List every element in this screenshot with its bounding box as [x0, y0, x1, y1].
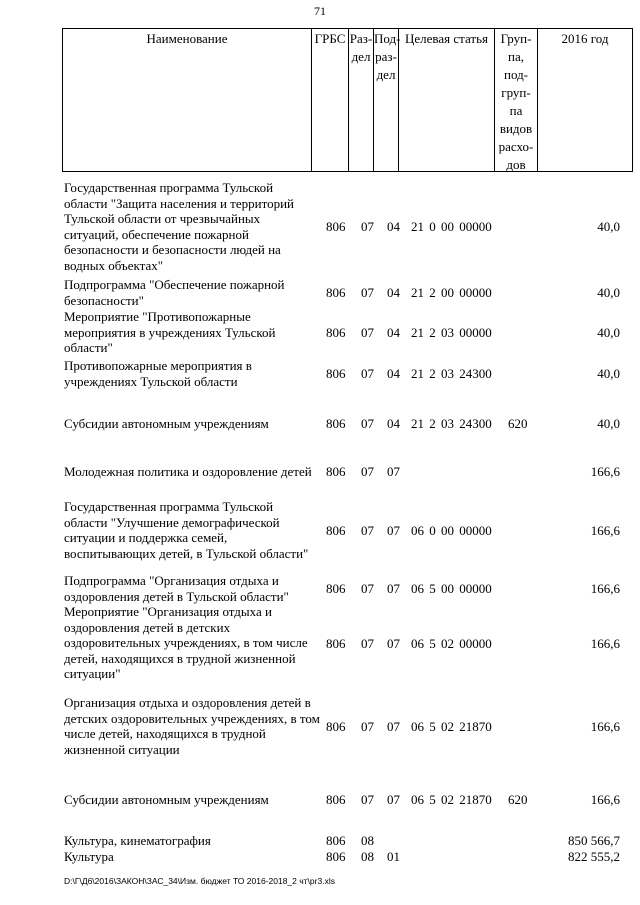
row-grbs: 806 — [326, 285, 346, 300]
row-sum: 166,6 — [590, 523, 620, 538]
row-sum: 40,0 — [597, 325, 620, 340]
row-name: Подпрограмма "Обеспечение пожарной безопасности" — [64, 277, 285, 308]
row-razdel: 07 — [361, 523, 374, 538]
header-name: Наименование — [63, 29, 312, 171]
row-podrazdel: 04 — [387, 219, 400, 234]
row-target: 21 2 00 00000 — [411, 285, 492, 300]
row-name: Культура — [64, 849, 114, 864]
row-name: Молодежная политика и оздоровление детей — [64, 464, 312, 479]
row-name: Организация отдыха и оздоровления детей в детских оздоровительных учреждениях, в том числе детей, находящихся в трудной жизненной ситуации — [64, 695, 320, 757]
row-sum: 166,6 — [590, 464, 620, 479]
header-target: Целевая статья — [399, 29, 495, 171]
row-sum: 822 555,2 — [568, 849, 620, 864]
header-group: Груп- па, под- груп- па видов расхо- дов — [495, 29, 538, 171]
header-year: 2016 год — [561, 31, 609, 46]
row-sum: 40,0 — [597, 416, 620, 431]
row-sum: 166,6 — [590, 636, 620, 651]
row-podrazdel: 07 — [387, 792, 400, 807]
row-grbs: 806 — [326, 636, 346, 651]
row-grbs: 806 — [326, 792, 346, 807]
row-podrazdel: 04 — [387, 416, 400, 431]
row-sum: 850 566,7 — [568, 833, 620, 848]
row-target: 21 0 00 00000 — [411, 219, 492, 234]
row-podrazdel: 07 — [387, 464, 400, 479]
row-target: 21 2 03 24300 — [411, 366, 492, 381]
header-grbs: ГРБС — [312, 29, 349, 171]
row-target: 06 5 02 00000 — [411, 636, 492, 651]
row-grbs: 806 — [326, 219, 346, 234]
row-target: 06 5 00 00000 — [411, 581, 492, 596]
row-razdel: 07 — [361, 366, 374, 381]
row-grbs: 806 — [326, 464, 346, 479]
row-sum: 40,0 — [597, 219, 620, 234]
row-target: 06 5 02 21870 — [411, 719, 492, 734]
row-razdel: 07 — [361, 416, 374, 431]
row-sum: 40,0 — [597, 366, 620, 381]
row-razdel: 07 — [361, 464, 374, 479]
row-razdel: 07 — [361, 792, 374, 807]
row-podrazdel: 07 — [387, 719, 400, 734]
row-grbs: 806 — [326, 581, 346, 596]
row-grbs: 806 — [326, 849, 346, 864]
file-path-footer: D:\Г\Д6\2016\ЗАКОН\ЗАС_34\Изм. бюджет ТО 2016-2018_2 чт\pr3.xls — [64, 876, 335, 886]
row-name: Государственная программа Тульской области "Защита населения и территорий Тульской области от чрезвычайных ситуаций, обеспечение пожарной безопасности и безопасности людей на водных объектах" — [64, 180, 294, 273]
row-sum: 40,0 — [597, 285, 620, 300]
row-name: Противопожарные мероприятия в учреждениях Тульской области — [64, 358, 252, 389]
row-podrazdel: 07 — [387, 523, 400, 538]
row-grbs: 806 — [326, 833, 346, 848]
row-razdel: 07 — [361, 636, 374, 651]
row-podrazdel: 04 — [387, 325, 400, 340]
row-podrazdel: 01 — [387, 849, 400, 864]
header-podrazdel: Под- раз- дел — [374, 29, 399, 171]
row-sum: 166,6 — [590, 719, 620, 734]
row-target: 21 2 03 24300 — [411, 416, 492, 431]
row-razdel: 07 — [361, 719, 374, 734]
page-number: 71 — [314, 4, 326, 18]
table-header — [62, 28, 633, 172]
row-name: Субсидии автономным учреждениям — [64, 792, 269, 807]
row-group: 620 — [508, 416, 528, 431]
row-grbs: 806 — [326, 416, 346, 431]
row-target: 06 0 00 00000 — [411, 523, 492, 538]
row-grbs: 806 — [326, 366, 346, 381]
row-name: Мероприятие "Организация отдыха и оздоровления детей в детских оздоровительных учреждениях, в том числе детей, находящихся в трудной жизненной ситуации" — [64, 604, 308, 681]
row-grbs: 806 — [326, 719, 346, 734]
row-razdel: 08 — [361, 849, 374, 864]
row-podrazdel: 04 — [387, 366, 400, 381]
row-razdel: 07 — [361, 219, 374, 234]
header-razdel: Раз- дел — [349, 29, 374, 171]
row-grbs: 806 — [326, 523, 346, 538]
row-razdel: 07 — [361, 325, 374, 340]
row-grbs: 806 — [326, 325, 346, 340]
row-razdel: 07 — [361, 285, 374, 300]
row-sum: 166,6 — [590, 581, 620, 596]
row-name: Подпрограмма "Организация отдыха и оздоровления детей в Тульской области" — [64, 573, 289, 604]
row-sum: 166,6 — [590, 792, 620, 807]
row-group: 620 — [508, 792, 528, 807]
row-name: Государственная программа Тульской области "Улучшение демографической ситуации и поддержка семей, воспитывающих детей, в Тульской области" — [64, 499, 309, 561]
row-target: 21 2 03 00000 — [411, 325, 492, 340]
row-razdel: 07 — [361, 581, 374, 596]
row-podrazdel: 04 — [387, 285, 400, 300]
row-podrazdel: 07 — [387, 636, 400, 651]
row-podrazdel: 07 — [387, 581, 400, 596]
row-name: Мероприятие "Противопожарные мероприятия в учреждениях Тульской области" — [64, 309, 276, 355]
row-name: Субсидии автономным учреждениям — [64, 416, 269, 431]
row-name: Культура, кинематография — [64, 833, 211, 848]
row-razdel: 08 — [361, 833, 374, 848]
row-target: 06 5 02 21870 — [411, 792, 492, 807]
